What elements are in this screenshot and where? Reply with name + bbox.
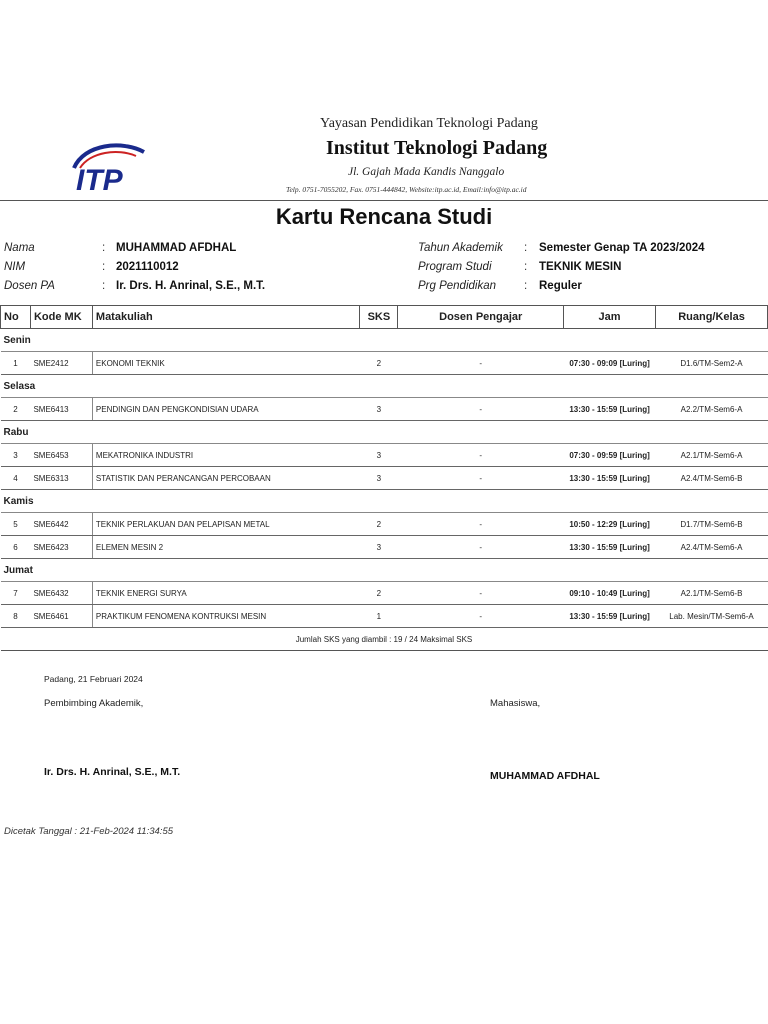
year-label: Tahun Akademik: [418, 242, 503, 254]
row-jam: 07:30 - 09:09 [Luring]: [564, 352, 656, 375]
row-sks: 1: [360, 605, 398, 628]
row-kode: SME6461: [30, 605, 92, 628]
row-no: 1: [1, 352, 31, 375]
student-name: MUHAMMAD AFDHAL: [116, 242, 237, 254]
colon: :: [102, 280, 106, 292]
advisor-label: Dosen PA: [4, 280, 55, 292]
row-dosen: -: [398, 513, 564, 536]
student-role: Mahasiswa,: [490, 698, 541, 709]
row-kode: SME6413: [30, 398, 92, 421]
row-kode: SME6453: [30, 444, 92, 467]
row-no: 2: [1, 398, 31, 421]
row-no: 8: [1, 605, 31, 628]
row-ruang: D1.6/TM-Sem2-A: [656, 352, 768, 375]
row-sks: 3: [360, 398, 398, 421]
row-ruang: A2.1/TM-Sem6-B: [656, 582, 768, 605]
colon: :: [102, 242, 106, 254]
col-header-kode: Kode MK: [30, 306, 92, 329]
col-header-no: No: [1, 306, 31, 329]
foundation-name: Yayasan Pendidikan Teknologi Padang: [320, 116, 538, 131]
advisor-role: Pembimbing Akademik,: [44, 698, 144, 709]
table-row: [1, 605, 768, 628]
page-title: Kartu Rencana Studi: [275, 204, 493, 229]
row-ruang: A2.4/TM-Sem6-B: [656, 467, 768, 490]
colon: :: [102, 261, 106, 273]
day-row-selasa: [1, 375, 768, 398]
row-no: 7: [1, 582, 31, 605]
day-row-kamis: [1, 490, 768, 513]
row-kode: SME6442: [30, 513, 92, 536]
row-matakuliah: PENDINGIN DAN PENGKONDISIAN UDARA: [92, 398, 359, 421]
row-no: 6: [1, 536, 31, 559]
academic-year: Semester Genap TA 2023/2024: [539, 242, 705, 254]
student-advisor: Ir. Drs. H. Anrinal, S.E., M.T.: [116, 280, 266, 292]
table-row: [1, 582, 768, 605]
row-no: 4: [1, 467, 31, 490]
row-matakuliah: STATISTIK DAN PERANCANGAN PERCOBAAN: [92, 467, 359, 490]
row-kode: SME2412: [30, 352, 92, 375]
day-label: Selasa: [1, 375, 768, 398]
colon: :: [524, 280, 528, 292]
row-ruang: Lab. Mesin/TM-Sem6-A: [656, 605, 768, 628]
row-no: 3: [1, 444, 31, 467]
table-header: [1, 306, 768, 329]
total-row: [1, 628, 768, 651]
advisor-signature-name: Ir. Drs. H. Anrinal, S.E., M.T.: [44, 766, 181, 778]
day-row-rabu: [1, 421, 768, 444]
row-sks: 3: [360, 536, 398, 559]
day-row-senin: [1, 329, 768, 352]
row-matakuliah: EKONOMI TEKNIK: [92, 352, 359, 375]
day-label: Rabu: [1, 421, 768, 444]
place-date: Padang, 21 Februari 2024: [44, 674, 143, 684]
total-sks: Jumlah SKS yang diambil : 19 / 24 Maksimal SKS: [1, 628, 768, 651]
row-jam: 07:30 - 09:59 [Luring]: [564, 444, 656, 467]
row-sks: 2: [360, 352, 398, 375]
student-nim: 2021110012: [116, 261, 179, 273]
day-label: Kamis: [1, 490, 768, 513]
row-matakuliah: TEKNIK PERLAKUAN DAN PELAPISAN METAL: [92, 513, 359, 536]
col-header-jam: Jam: [564, 306, 656, 329]
day-label: Senin: [1, 329, 768, 352]
table-row: [1, 444, 768, 467]
row-ruang: A2.2/TM-Sem6-A: [656, 398, 768, 421]
institution-contact: Telp. 0751-7055202, Fax. 0751-444842, Website:itp.ac.id, Email:info@itp.ac.id: [286, 185, 527, 194]
row-kode: SME6432: [30, 582, 92, 605]
col-header-matakuliah: Matakuliah: [92, 306, 359, 329]
edu-label: Prg Pendidikan: [418, 280, 496, 292]
col-header-dosen: Dosen Pengajar: [398, 306, 564, 329]
row-ruang: A2.4/TM-Sem6-A: [656, 536, 768, 559]
student-signature-name: MUHAMMAD AFDHAL: [490, 770, 600, 782]
name-label: Nama: [4, 242, 35, 254]
row-matakuliah: PRAKTIKUM FENOMENA KONTRUKSI MESIN: [92, 605, 359, 628]
institution-address: Jl. Gajah Mada Kandis Nanggalo: [348, 166, 505, 178]
row-dosen: -: [398, 605, 564, 628]
row-jam: 13:30 - 15:59 [Luring]: [564, 467, 656, 490]
logo-text: ITP: [76, 164, 123, 194]
institution-name: Institut Teknologi Padang: [326, 137, 548, 159]
row-sks: 3: [360, 444, 398, 467]
printed-date: Dicetak Tanggal : 21-Feb-2024 11:34:55: [4, 826, 174, 837]
row-dosen: -: [398, 582, 564, 605]
row-ruang: D1.7/TM-Sem6-B: [656, 513, 768, 536]
nim-label: NIM: [4, 261, 26, 273]
table-row: [1, 467, 768, 490]
row-dosen: -: [398, 536, 564, 559]
row-ruang: A2.1/TM-Sem6-A: [656, 444, 768, 467]
row-sks: 2: [360, 513, 398, 536]
row-jam: 13:30 - 15:59 [Luring]: [564, 398, 656, 421]
program-label: Program Studi: [418, 261, 492, 273]
col-header-sks: SKS: [360, 306, 398, 329]
row-matakuliah: ELEMEN MESIN 2: [92, 536, 359, 559]
row-matakuliah: TEKNIK ENERGI SURYA: [92, 582, 359, 605]
row-matakuliah: MEKATRONIKA INDUSTRI: [92, 444, 359, 467]
table-row: [1, 398, 768, 421]
course-table: [0, 305, 768, 651]
row-sks: 2: [360, 582, 398, 605]
row-dosen: -: [398, 467, 564, 490]
colon: :: [524, 261, 528, 273]
row-no: 5: [1, 513, 31, 536]
day-label: Jumat: [1, 559, 768, 582]
student-info-right: [418, 242, 764, 302]
table-row: [1, 352, 768, 375]
education-program: Reguler: [539, 280, 582, 292]
header-divider: [0, 200, 768, 201]
col-header-ruang: Ruang/Kelas: [656, 306, 768, 329]
itp-logo: [70, 138, 148, 194]
row-jam: 13:30 - 15:59 [Luring]: [564, 605, 656, 628]
day-row-jumat: [1, 559, 768, 582]
row-jam: 09:10 - 10:49 [Luring]: [564, 582, 656, 605]
student-info-left: [4, 242, 404, 302]
row-jam: 13:30 - 15:59 [Luring]: [564, 536, 656, 559]
row-dosen: -: [398, 352, 564, 375]
row-sks: 3: [360, 467, 398, 490]
row-dosen: -: [398, 444, 564, 467]
study-program: TEKNIK MESIN: [539, 261, 622, 273]
letterhead: [0, 110, 768, 200]
row-dosen: -: [398, 398, 564, 421]
row-kode: SME6423: [30, 536, 92, 559]
row-kode: SME6313: [30, 467, 92, 490]
colon: :: [524, 242, 528, 254]
table-row: [1, 513, 768, 536]
table-row: [1, 536, 768, 559]
row-jam: 10:50 - 12:29 [Luring]: [564, 513, 656, 536]
